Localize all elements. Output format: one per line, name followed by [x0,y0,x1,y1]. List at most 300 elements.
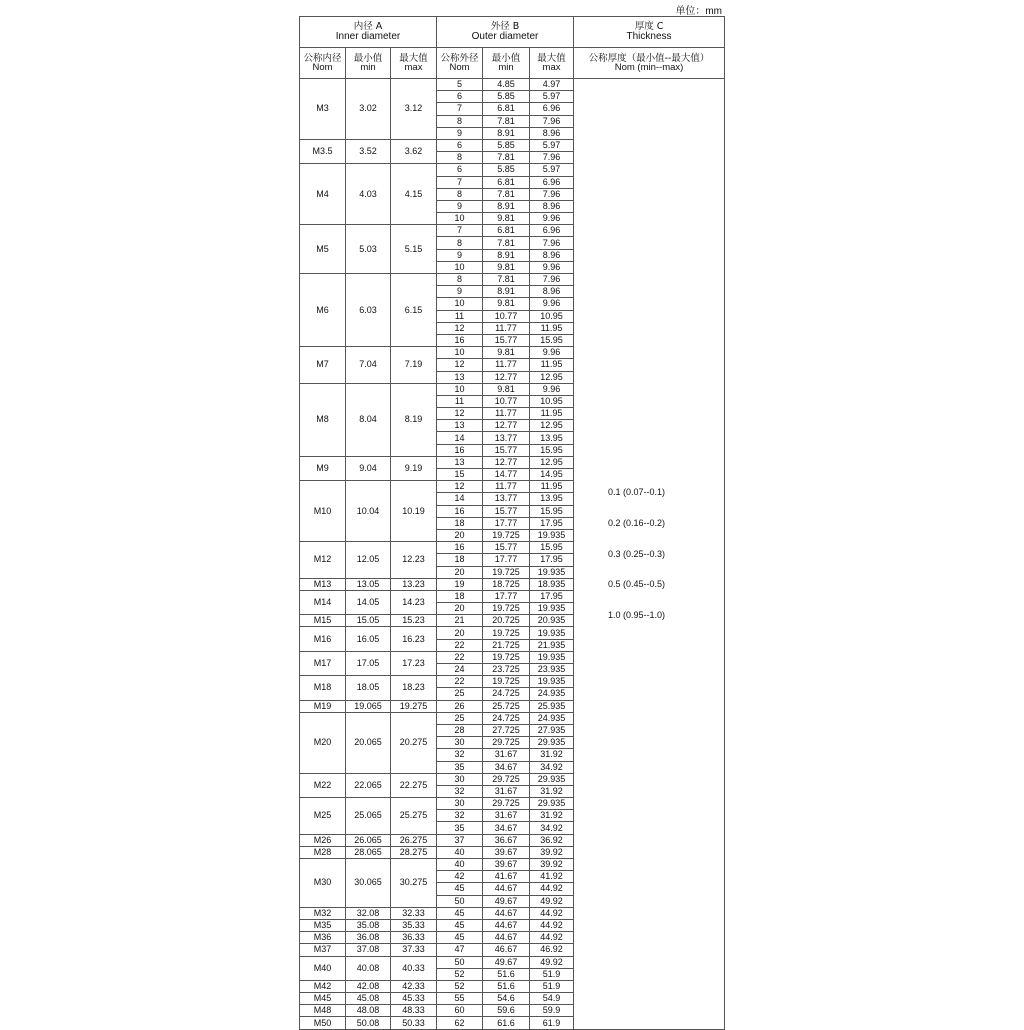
outer-min-cell: 8.91 [483,200,530,212]
outer-max-cell: 19.935 [530,651,574,663]
inner-nom-cell: M19 [300,700,346,712]
inner-min-cell: 10.04 [346,481,391,542]
outer-min-cell: 36.67 [483,834,530,846]
outer-max-cell: 7.96 [530,237,574,249]
outer-min-cell: 5.85 [483,91,530,103]
inner-max-cell: 30.275 [391,859,437,908]
inner-min-cell: 9.04 [346,456,391,480]
outer-nom-cell: 52 [437,980,483,992]
outer-max-cell: 31.92 [530,785,574,797]
outer-max-cell: 59.9 [530,1005,574,1017]
outer-nom-cell: 9 [437,127,483,139]
table-row [300,79,725,91]
outer-max-cell: 44.92 [530,919,574,931]
outer-min-cell: 15.77 [483,505,530,517]
inner-nom-header [300,48,346,79]
outer-nom-cell: 40 [437,859,483,871]
outer-nom-cell: 6 [437,139,483,151]
outer-nom-cell: 30 [437,798,483,810]
outer-max-cell: 54.9 [530,993,574,1005]
inner-min-cell: 36.08 [346,932,391,944]
inner-max-cell: 10.19 [391,481,437,542]
outer-min-cell: 39.67 [483,859,530,871]
outer-nom-cell: 5 [437,79,483,91]
outer-min-cell: 9.81 [483,298,530,310]
inner-nom-cell: M3.5 [300,139,346,163]
outer-min-cell: 31.67 [483,749,530,761]
outer-max-cell: 34.92 [530,822,574,834]
thickness-value: 0.2 (0.16--0.2) [608,517,666,528]
inner-min-cell: 35.08 [346,919,391,931]
inner-min-zh: 最小值 [353,52,383,64]
outer-max-cell: 5.97 [530,139,574,151]
outer-max-cell: 11.95 [530,481,574,493]
inner-min-cell: 45.08 [346,993,391,1005]
inner-nom-cell: M5 [300,225,346,274]
outer-max-cell: 5.97 [530,91,574,103]
outer-max-cell: 19.935 [530,676,574,688]
outer-min-cell: 51.6 [483,968,530,980]
inner-max-cell: 36.33 [391,932,437,944]
thickness-value: 0.3 (0.25--0.3) [608,548,666,559]
outer-nom-cell: 7 [437,176,483,188]
outer-nom-cell: 45 [437,883,483,895]
outer-nom-cell: 7 [437,103,483,115]
outer-min-cell: 10.77 [483,395,530,407]
inner-nom-cell: M17 [300,651,346,675]
inner-nom-cell: M32 [300,907,346,919]
outer-nom-cell: 50 [437,956,483,968]
outer-nom-cell: 50 [437,895,483,907]
outer-max-cell: 11.95 [530,359,574,371]
inner-nom-cell: M12 [300,542,346,579]
outer-nom-cell: 42 [437,871,483,883]
outer-min-cell: 61.6 [483,1017,530,1029]
inner-nom-cell: M18 [300,676,346,700]
outer-min-cell: 19.725 [483,529,530,541]
outer-nom-cell: 20 [437,529,483,541]
outer-max-cell: 13.95 [530,432,574,444]
inner-max-cell: 26.275 [391,834,437,846]
outer-max-cell: 15.95 [530,334,574,346]
outer-nom-cell: 13 [437,420,483,432]
outer-nom-cell: 9 [437,200,483,212]
inner-min-cell: 26.065 [346,834,391,846]
outer-max-cell: 44.92 [530,907,574,919]
inner-nom-cell: M30 [300,859,346,908]
outer-nom-cell: 20 [437,603,483,615]
outer-max-cell: 23.935 [530,664,574,676]
outer-min-cell: 10.77 [483,310,530,322]
inner-min-header [346,48,391,79]
outer-max-cell: 15.95 [530,505,574,517]
inner-min-cell: 37.08 [346,944,391,956]
outer-min-cell: 41.67 [483,871,530,883]
outer-max-cell: 11.95 [530,408,574,420]
inner-min-cell: 7.04 [346,347,391,384]
outer-nom-cell: 12 [437,359,483,371]
outer-min-cell: 13.77 [483,432,530,444]
inner-max-header [391,48,437,79]
outer-nom-cell: 60 [437,1005,483,1017]
outer-max-cell: 29.935 [530,773,574,785]
inner-nom-cell: M48 [300,1005,346,1017]
outer-min-cell: 4.85 [483,79,530,91]
outer-max-cell: 31.92 [530,810,574,822]
inner-min-cell: 50.08 [346,1017,391,1029]
outer-max-cell: 9.96 [530,213,574,225]
outer-min-cell: 25.725 [483,700,530,712]
outer-min-cell: 5.85 [483,164,530,176]
outer-min-cell: 46.67 [483,944,530,956]
inner-nom-zh: 公称内径 [303,52,342,64]
outer-min-cell: 9.81 [483,261,530,273]
outer-min-cell: 29.725 [483,737,530,749]
inner-nom-cell: M37 [300,944,346,956]
outer-min-cell: 8.91 [483,249,530,261]
outer-nom-cell: 35 [437,761,483,773]
outer-nom-cell: 11 [437,310,483,322]
thickness-header-en: Thickness [626,30,672,42]
outer-min-cell: 13.77 [483,493,530,505]
outer-min-cell: 9.81 [483,383,530,395]
outer-max-cell: 21.935 [530,639,574,651]
outer-max-cell: 49.92 [530,956,574,968]
outer-nom-cell: 20 [437,627,483,639]
outer-min-cell: 15.77 [483,444,530,456]
inner-min-cell: 17.05 [346,651,391,675]
inner-max-cell: 28.275 [391,846,437,858]
outer-max-cell: 27.935 [530,724,574,736]
outer-min-cell: 44.67 [483,932,530,944]
outer-min-cell: 19.725 [483,676,530,688]
outer-min-cell: 6.81 [483,103,530,115]
thickness-sub-zh: 公称厚度（最小值--最大值） [588,52,710,64]
outer-nom-cell: 19 [437,578,483,590]
inner-max-cell: 15.23 [391,615,437,627]
inner-nom-cell: M50 [300,1017,346,1029]
outer-max-zh: 最大值 [537,52,566,64]
outer-nom-cell: 13 [437,456,483,468]
outer-nom-cell: 45 [437,932,483,944]
inner-max-cell: 37.33 [391,944,437,956]
outer-max-cell: 7.96 [530,274,574,286]
outer-max-cell: 9.96 [530,261,574,273]
inner-min-cell: 42.08 [346,980,391,992]
outer-min-cell: 17.77 [483,590,530,602]
outer-max-cell: 41.92 [530,871,574,883]
outer-max-cell: 8.96 [530,249,574,261]
outer-nom-cell: 14 [437,493,483,505]
outer-max-cell: 36.92 [530,834,574,846]
inner-nom-cell: M28 [300,846,346,858]
outer-nom-cell: 16 [437,542,483,554]
inner-max-cell: 45.33 [391,993,437,1005]
inner-min-cell: 4.03 [346,164,391,225]
inner-nom-cell: M16 [300,627,346,651]
inner-max-cell: 40.33 [391,956,437,980]
outer-max-cell: 17.95 [530,554,574,566]
inner-max-cell: 16.23 [391,627,437,651]
outer-max-cell: 29.935 [530,798,574,810]
outer-nom-cell: 24 [437,664,483,676]
inner-nom-cell: M8 [300,383,346,456]
outer-nom-cell: 45 [437,919,483,931]
thickness-subheader [574,48,725,79]
outer-max-cell: 6.96 [530,103,574,115]
outer-max-cell: 51.9 [530,968,574,980]
outer-nom-cell: 35 [437,822,483,834]
inner-min-cell: 30.065 [346,859,391,908]
outer-nom-cell: 12 [437,481,483,493]
outer-nom-cell: 10 [437,347,483,359]
inner-nom-cell: M42 [300,980,346,992]
outer-nom-cell: 16 [437,444,483,456]
inner-max-cell: 3.12 [391,79,437,140]
outer-min-cell: 17.77 [483,554,530,566]
outer-max-cell: 9.96 [530,347,574,359]
outer-min-cell: 39.67 [483,846,530,858]
outer-header-en: Outer diameter [471,30,539,42]
inner-max-cell: 5.15 [391,225,437,274]
outer-max-cell: 13.95 [530,493,574,505]
outer-max-cell: 7.96 [530,115,574,127]
outer-nom-cell: 32 [437,785,483,797]
outer-max-cell: 39.92 [530,859,574,871]
inner-max-cell: 42.33 [391,980,437,992]
outer-nom-zh: 公称外径 [440,52,479,64]
outer-max-cell: 9.96 [530,383,574,395]
inner-min-en: min [360,62,376,73]
outer-max-cell: 6.96 [530,176,574,188]
inner-min-cell: 40.08 [346,956,391,980]
inner-min-cell: 14.05 [346,590,391,614]
outer-max-cell: 12.95 [530,371,574,383]
outer-max-cell: 25.935 [530,700,574,712]
inner-max-cell: 12.23 [391,542,437,579]
outer-max-cell: 15.95 [530,542,574,554]
outer-min-zh: 最小值 [491,52,521,64]
outer-nom-cell: 11 [437,395,483,407]
inner-header-en: Inner diameter [335,30,401,42]
outer-nom-cell: 15 [437,469,483,481]
outer-nom-en: Nom [449,62,470,73]
inner-nom-cell: M3 [300,79,346,140]
outer-nom-cell: 25 [437,688,483,700]
inner-max-cell: 48.33 [391,1005,437,1017]
outer-max-cell: 31.92 [530,749,574,761]
outer-nom-cell: 32 [437,810,483,822]
thickness-value: 0.5 (0.45--0.5) [608,579,666,590]
outer-nom-cell: 16 [437,334,483,346]
outer-min-cell: 18.725 [483,578,530,590]
outer-min-cell: 44.67 [483,919,530,931]
inner-max-cell: 18.23 [391,676,437,700]
inner-nom-cell: M40 [300,956,346,980]
subheader-row [300,48,725,79]
outer-max-cell: 15.95 [530,444,574,456]
outer-min-cell: 15.77 [483,542,530,554]
inner-nom-cell: M7 [300,347,346,384]
inner-nom-cell: M14 [300,590,346,614]
spec-table [299,16,725,1030]
inner-min-cell: 6.03 [346,274,391,347]
outer-max-cell: 17.95 [530,517,574,529]
outer-min-cell: 19.725 [483,603,530,615]
outer-nom-cell: 55 [437,993,483,1005]
outer-nom-cell: 9 [437,249,483,261]
outer-min-header [483,48,530,79]
outer-max-cell: 7.96 [530,188,574,200]
outer-nom-cell: 12 [437,408,483,420]
outer-max-cell: 11.95 [530,322,574,334]
inner-nom-cell: M13 [300,578,346,590]
inner-min-cell: 3.02 [346,79,391,140]
outer-nom-cell: 22 [437,651,483,663]
outer-nom-cell: 6 [437,91,483,103]
outer-nom-cell: 62 [437,1017,483,1029]
outer-min-cell: 7.81 [483,237,530,249]
inner-max-cell: 13.23 [391,578,437,590]
outer-nom-cell: 20 [437,566,483,578]
outer-min-cell: 31.67 [483,785,530,797]
outer-nom-cell: 30 [437,737,483,749]
outer-nom-cell: 8 [437,115,483,127]
outer-max-cell: 4.97 [530,79,574,91]
outer-min-cell: 6.81 [483,225,530,237]
outer-min-cell: 11.77 [483,359,530,371]
outer-nom-cell: 8 [437,152,483,164]
inner-max-cell: 3.62 [391,139,437,163]
outer-nom-cell: 21 [437,615,483,627]
outer-min-cell: 11.77 [483,408,530,420]
outer-nom-cell: 8 [437,237,483,249]
outer-max-cell: 24.935 [530,688,574,700]
outer-max-cell: 44.92 [530,883,574,895]
outer-max-cell: 24.935 [530,712,574,724]
inner-max-cell: 22.275 [391,773,437,797]
inner-min-cell: 13.05 [346,578,391,590]
outer-max-cell: 14.95 [530,469,574,481]
outer-max-cell: 9.96 [530,298,574,310]
outer-min-cell: 20.725 [483,615,530,627]
inner-nom-cell: M45 [300,993,346,1005]
inner-nom-cell: M6 [300,274,346,347]
outer-min-cell: 12.77 [483,456,530,468]
inner-min-cell: 22.065 [346,773,391,797]
inner-min-cell: 8.04 [346,383,391,456]
outer-min-cell: 49.67 [483,895,530,907]
inner-min-cell: 25.065 [346,798,391,835]
outer-min-cell: 23.725 [483,664,530,676]
outer-max-cell: 19.935 [530,627,574,639]
outer-min-cell: 11.77 [483,481,530,493]
outer-nom-cell: 14 [437,432,483,444]
outer-min-cell: 27.725 [483,724,530,736]
outer-nom-cell: 13 [437,371,483,383]
outer-min-cell: 51.6 [483,980,530,992]
outer-min-cell: 34.67 [483,761,530,773]
outer-min-cell: 9.81 [483,213,530,225]
outer-min-cell: 7.81 [483,152,530,164]
inner-min-cell: 12.05 [346,542,391,579]
inner-min-cell: 16.05 [346,627,391,651]
unit-label: 单位：mm [675,6,722,17]
outer-max-cell: 49.92 [530,895,574,907]
outer-max-cell: 29.935 [530,737,574,749]
outer-min-cell: 7.81 [483,188,530,200]
outer-max-cell: 20.935 [530,615,574,627]
outer-max-cell: 8.96 [530,286,574,298]
outer-nom-cell: 16 [437,505,483,517]
outer-nom-cell: 8 [437,188,483,200]
outer-nom-cell: 22 [437,639,483,651]
outer-max-cell: 18.935 [530,578,574,590]
outer-min-cell: 17.77 [483,517,530,529]
outer-min-cell: 29.725 [483,773,530,785]
inner-max-cell: 20.275 [391,712,437,773]
outer-nom-cell: 18 [437,517,483,529]
outer-min-cell: 12.77 [483,420,530,432]
inner-max-en: max [404,62,423,73]
outer-max-cell: 39.92 [530,846,574,858]
outer-min-cell: 7.81 [483,115,530,127]
outer-min-cell: 8.91 [483,286,530,298]
outer-min-cell: 6.81 [483,176,530,188]
inner-min-cell: 20.065 [346,712,391,773]
inner-max-cell: 17.23 [391,651,437,675]
thickness-header-zh: 厚度 C [634,21,664,33]
outer-max-cell: 51.9 [530,980,574,992]
outer-nom-cell: 28 [437,724,483,736]
inner-header-zh: 内径 A [353,21,383,33]
outer-min-cell: 19.725 [483,651,530,663]
outer-min-cell: 15.77 [483,334,530,346]
inner-max-cell: 6.15 [391,274,437,347]
inner-min-cell: 28.065 [346,846,391,858]
outer-min-cell: 8.91 [483,127,530,139]
outer-min-cell: 5.85 [483,139,530,151]
outer-max-cell: 61.9 [530,1017,574,1029]
outer-min-cell: 29.725 [483,798,530,810]
inner-max-cell: 19.275 [391,700,437,712]
outer-max-cell: 10.95 [530,310,574,322]
outer-min-cell: 19.725 [483,566,530,578]
outer-nom-header [437,48,483,79]
inner-nom-cell: M4 [300,164,346,225]
outer-max-cell: 12.95 [530,420,574,432]
inner-nom-cell: M9 [300,456,346,480]
header-row [300,17,725,48]
inner-diameter-header [300,17,437,48]
thickness-value: 0.1 (0.07--0.1) [608,487,666,498]
outer-nom-cell: 22 [437,676,483,688]
outer-max-cell: 5.97 [530,164,574,176]
inner-max-cell: 4.15 [391,164,437,225]
inner-nom-cell: M10 [300,481,346,542]
outer-min-cell: 24.725 [483,688,530,700]
outer-nom-cell: 25 [437,712,483,724]
outer-max-cell: 12.95 [530,456,574,468]
outer-nom-cell: 37 [437,834,483,846]
inner-nom-en: Nom [312,62,333,73]
thickness-values-cell [574,79,725,1030]
outer-nom-cell: 26 [437,700,483,712]
outer-nom-cell: 40 [437,846,483,858]
inner-min-cell: 3.52 [346,139,391,163]
inner-min-cell: 18.05 [346,676,391,700]
outer-max-cell: 44.92 [530,932,574,944]
